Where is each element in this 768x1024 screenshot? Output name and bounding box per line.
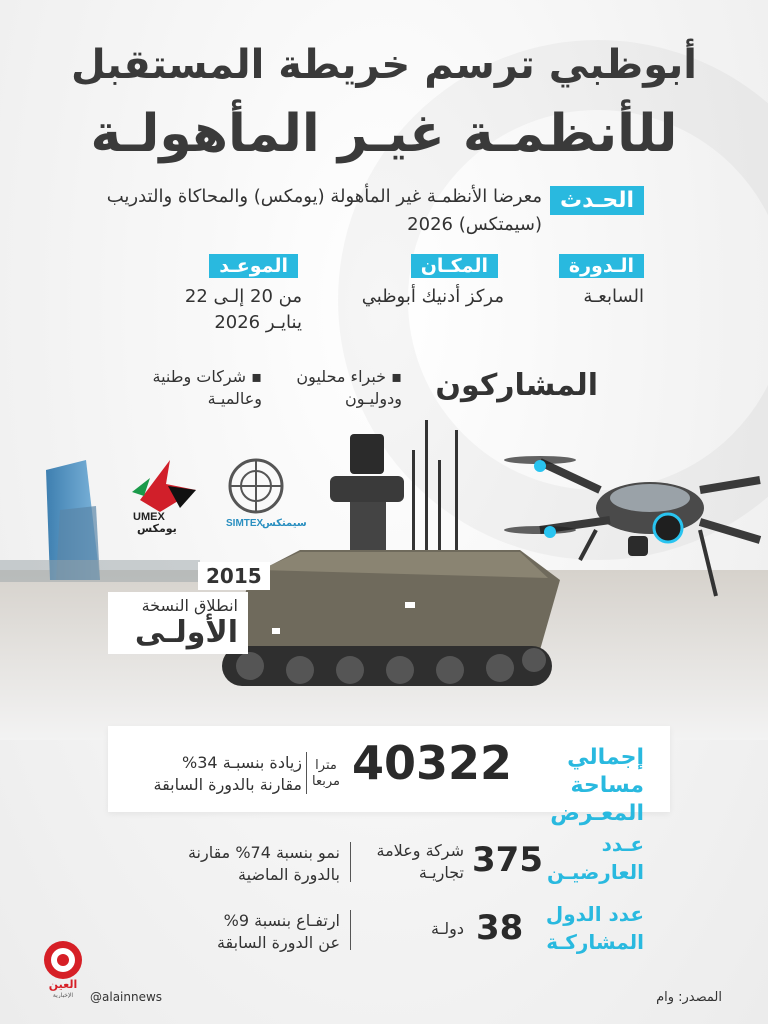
- skyline-tower-icon: [0, 460, 200, 582]
- brand-name-text: العين: [48, 978, 78, 991]
- venue-value: مركز أدنيك أبوظبي: [361, 286, 504, 307]
- social-handle: @alainnews: [90, 990, 163, 1004]
- exhibitors-unit-line2: تجاريـة: [418, 863, 464, 882]
- source-credit: المصدر: وام: [656, 990, 722, 1005]
- simtex-arabic-text: سيمتكس: [262, 518, 307, 529]
- participant-companies-line2: وعالميـة: [207, 389, 262, 408]
- simtex-latin-text: SIMTEX: [226, 518, 264, 529]
- session-label: الـدورة: [559, 254, 644, 278]
- area-label-line2: المعـرض: [550, 801, 644, 826]
- exhibitors-unit: [360, 840, 464, 884]
- countries-label: [546, 900, 644, 956]
- area-number: 40322: [352, 736, 513, 790]
- countries-growth: [140, 910, 340, 954]
- first-edition-box: [108, 592, 248, 654]
- alain-news-logo: [38, 940, 88, 998]
- exhibitors-growth-line2: بالدورة الماضية: [238, 865, 340, 884]
- event-description: معرضا الأنظمـة غير المأهولة (يومكس) والمحاكاة والتدريب (سيمتكس) 2026: [106, 186, 542, 235]
- bullet-square-icon: ▪: [386, 367, 402, 386]
- simtex-logo: [226, 460, 307, 529]
- umex-logo: [132, 460, 196, 535]
- session-value: السابعـة: [583, 286, 644, 307]
- area-divider: [306, 752, 307, 794]
- hero-illustration: [0, 420, 768, 740]
- exhibitors-growth-line1: نمو بنسبة 74% مقارنة: [187, 843, 340, 862]
- countries-growth-line1: ارتفـاع بنسبة 9%: [223, 911, 340, 930]
- brand-sub-text: الإخبارية: [52, 992, 74, 998]
- area-label: [494, 744, 644, 828]
- countries-growth-line2: عن الدورة السابقة: [216, 933, 340, 952]
- area-growth-line2: مقارنة بالدورة السابقة: [153, 775, 302, 794]
- date-label: الموعـد: [209, 254, 298, 278]
- event-label: الحـدث: [550, 186, 644, 215]
- area-growth: [132, 752, 302, 796]
- first-edition-year: 2015: [198, 562, 270, 590]
- exhibitors-growth: [140, 842, 340, 886]
- headline-line2: للأنظمـة غيـر المأهولـة: [90, 104, 678, 164]
- venue-label: المكـان: [411, 254, 498, 278]
- exhibitors-label: [547, 830, 644, 886]
- countries-unit: دولـة: [431, 919, 464, 938]
- countries-label-line1: عدد الدول: [545, 902, 644, 926]
- area-label-line1: إجمالي مساحة: [567, 745, 644, 798]
- participant-item-experts: [296, 366, 402, 410]
- umex-arabic-text: يومكس: [137, 522, 177, 535]
- exhibitors-label-line2: العارضيـن: [546, 860, 644, 884]
- countries-divider: [350, 910, 351, 950]
- participant-item-companies: [152, 366, 262, 410]
- countries-label-line2: المشاركـة: [546, 930, 644, 954]
- exhibitors-divider: [350, 842, 351, 882]
- bullet-square-icon: ▪: [246, 367, 262, 386]
- exhibitors-number: 375: [472, 840, 543, 880]
- date-value-line2: ينايـر 2026: [214, 312, 302, 333]
- exhibitors-unit-line1: شركة وعلامة: [376, 841, 464, 860]
- first-edition-line2: الأولـى: [134, 615, 238, 650]
- countries-number: 38: [476, 908, 524, 948]
- first-edition-line1: انطلاق النسخة: [141, 596, 238, 615]
- date-value-line1: من 20 إلـى 22: [184, 286, 302, 307]
- date-value: [185, 284, 302, 336]
- participant-experts-line2: ودوليـون: [345, 389, 402, 408]
- exhibitors-label-line1: عـدد: [601, 832, 644, 856]
- participant-experts-line1: خبراء محليون: [296, 367, 387, 386]
- area-growth-line1: زيادة بنسبـة 34%: [182, 753, 302, 772]
- area-unit-line1: مترا: [315, 758, 337, 773]
- participant-companies-line1: شركات وطنية: [152, 367, 247, 386]
- area-unit-line2: مربعا: [312, 774, 340, 789]
- participants-title: المشاركون: [435, 368, 598, 403]
- headline-line1: أبوظبي ترسم خريطة المستقبل: [70, 42, 697, 88]
- area-unit: [312, 758, 340, 790]
- umex-latin-text: UMEX: [133, 511, 165, 523]
